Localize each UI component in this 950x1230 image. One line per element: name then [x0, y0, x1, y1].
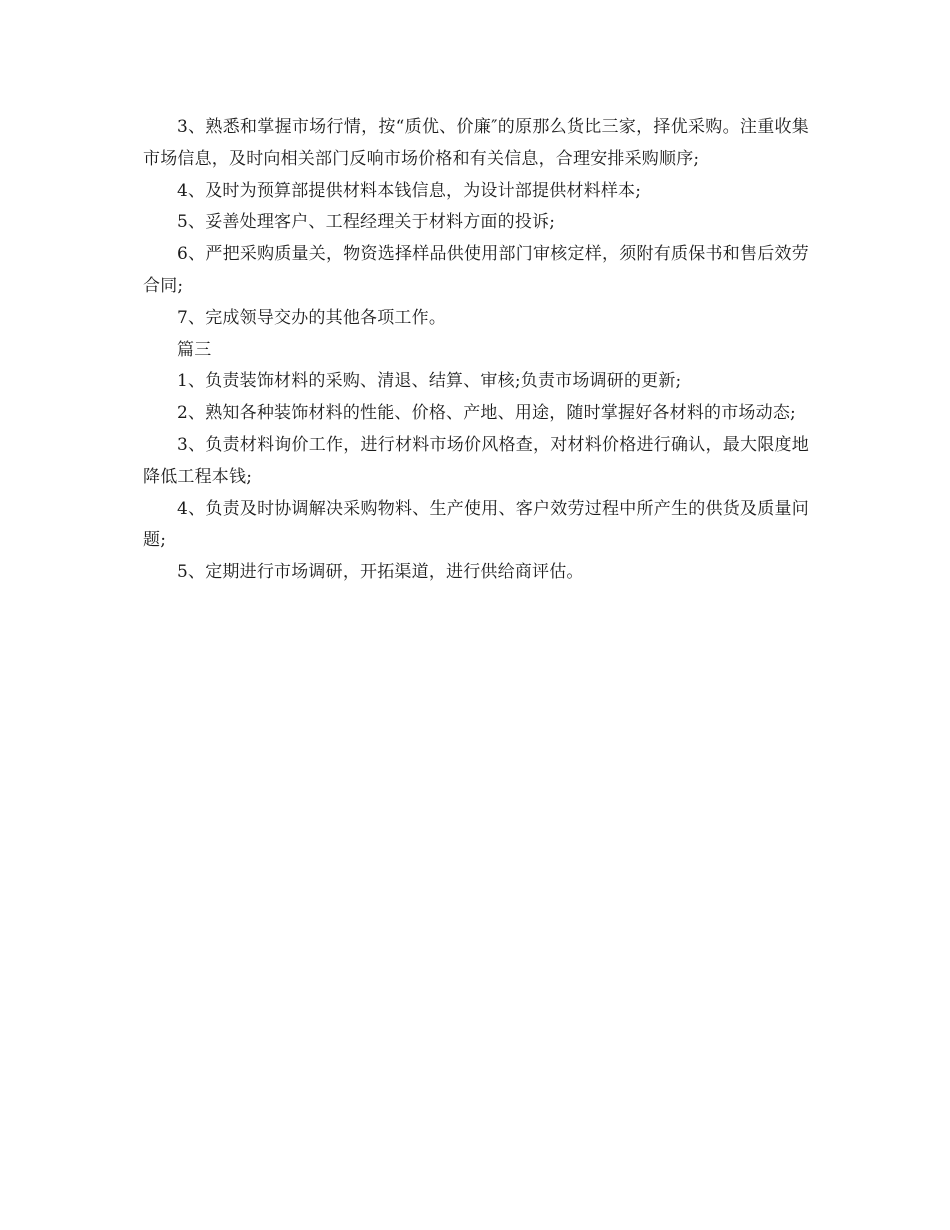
section-item-2: 2、熟知各种装饰材料的性能、价格、产地、用途，随时掌握好各材料的市场动态; — [177, 403, 796, 424]
paragraph-item-3: 3、熟悉和掌握市场行情，按“质优、价廉″的原那么货比三家，择优采购。注重收集市场信息，及时向相关部门反响市场价格和有关信息，合理安排采购顺序; — [143, 117, 809, 169]
paragraph-item-4: 4、及时为预算部提供材料本钱信息，为设计部提供材料样本; — [177, 180, 642, 201]
section-item-4: 4、负责及时协调解决采购物料、生产使用、客户效劳过程中所产生的供货及质量问题; — [143, 498, 809, 551]
section-item-3: 3、负责材料询价工作，进行材料市场价风格查，对材料价格进行确认，最大限度地降低工程本钱; — [143, 434, 809, 487]
section-heading: 篇三 — [177, 339, 212, 360]
paragraph-item-7: 7、完成领导交办的其他各项工作。 — [177, 307, 447, 328]
section-item-5: 5、定期进行市场调研，开拓渠道，进行供给商评估。 — [177, 562, 584, 583]
section-item-1: 1、负责装饰材料的采购、清退、结算、审核;负责市场调研的更新; — [177, 371, 682, 392]
paragraph-item-5: 5、妥善处理客户、工程经理关于材料方面的投诉; — [177, 212, 556, 233]
paragraph-item-6: 6、严把采购质量关，物资选择样品供使用部门审核定样，须附有质保书和售后效劳合同; — [143, 244, 809, 296]
document-body — [143, 112, 809, 589]
